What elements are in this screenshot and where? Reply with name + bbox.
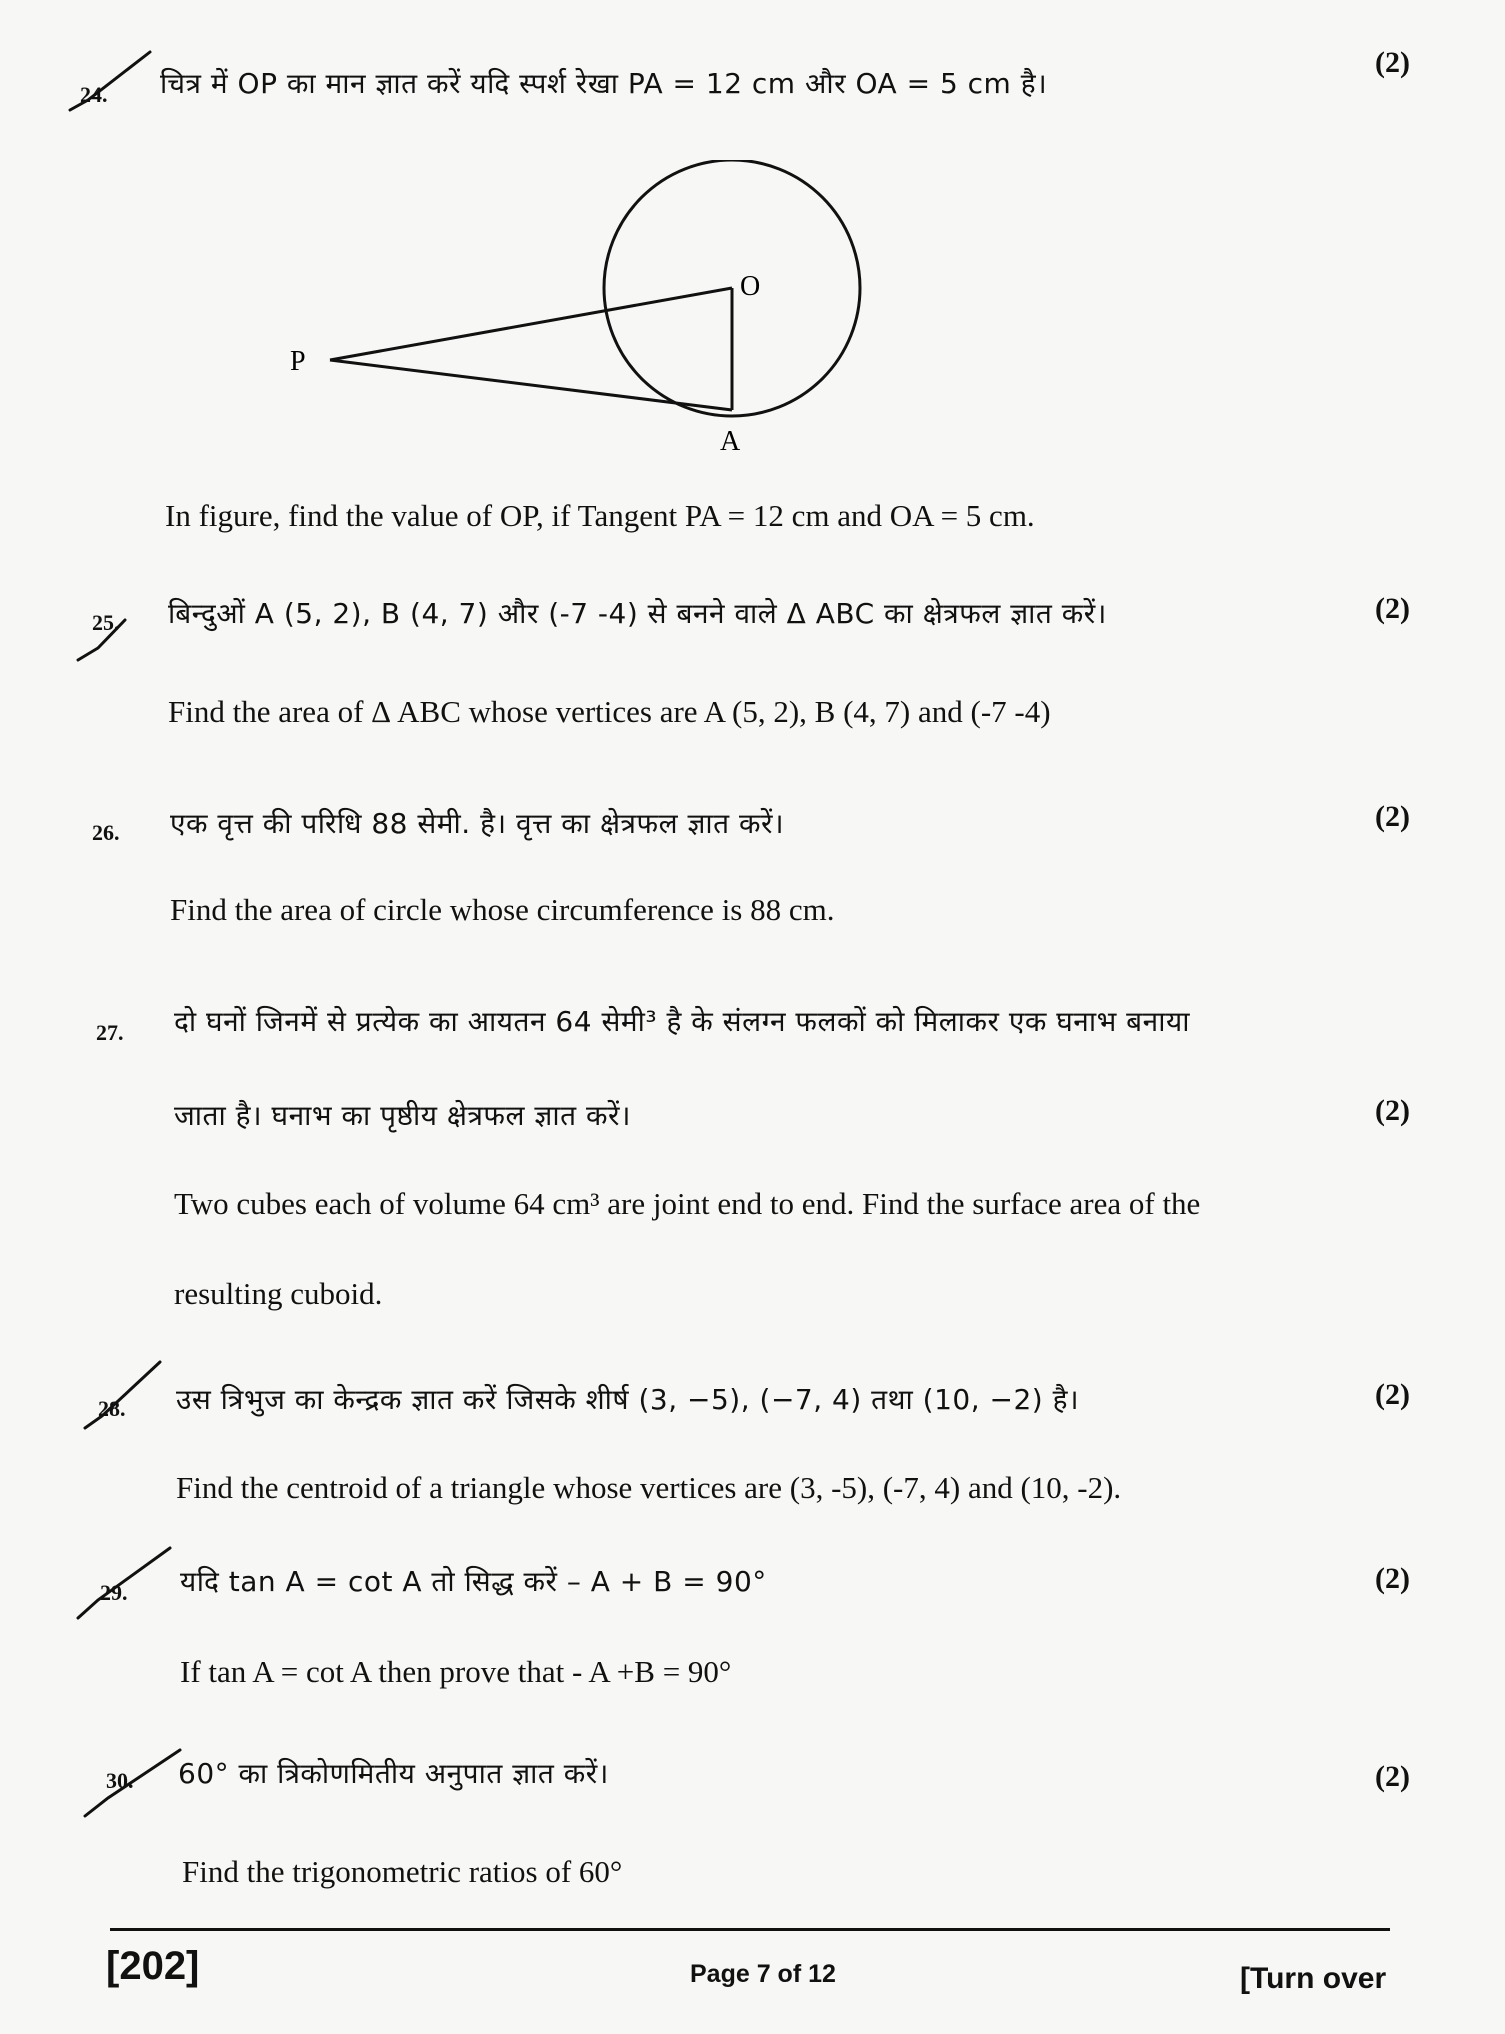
question-text-hindi: 60° का त्रिकोणमितीय अनुपात ज्ञात करें। [178, 1757, 609, 1790]
label-o: O [740, 271, 761, 302]
marks: (2) [1375, 1760, 1410, 1793]
tick-mark-icon [85, 1362, 160, 1428]
question-number: 25. [92, 610, 120, 635]
marks: (2) [1375, 800, 1410, 833]
paper-code: [202] [106, 1944, 200, 1988]
question-text-english: Find the trigonometric ratios of 60° [182, 1854, 623, 1889]
question-text-english: If tan A = cot A then prove that - A +B = 90° [180, 1654, 732, 1689]
question-text-hindi: यदि tan A = cot A तो सिद्ध करें – A + B = 90° [180, 1565, 767, 1598]
label-a: A [720, 426, 741, 457]
question-text-hindi: उस त्रिभुज का केन्द्रक ज्ञात करें जिसके शीर्ष (3, −5), (−7, 4) तथा (10, −2) है। [176, 1383, 1080, 1416]
marks: (2) [1375, 592, 1410, 625]
marks: (2) [1375, 1378, 1410, 1411]
marks: (2) [1375, 46, 1410, 79]
question-number: 29. [100, 1580, 128, 1605]
tick-mark-icon [85, 1750, 180, 1816]
tick-mark-icon [78, 1548, 170, 1618]
question-text-english-line-2: resulting cuboid. [174, 1276, 383, 1311]
question-text-hindi: चित्र में OP का मान ज्ञात करें यदि स्पर्श रेखा PA = 12 cm और OA = 5 cm है। [160, 67, 1048, 100]
question-text-english-line-1: Two cubes each of volume 64 cm³ are joint end to end. Find the surface area of the [174, 1186, 1201, 1221]
tick-mark-icon [78, 620, 125, 660]
question-number: 28. [98, 1396, 126, 1421]
turn-over: [Turn over [1240, 1962, 1387, 1995]
question-text-english: Find the area of Δ ABC whose vertices are A (5, 2), B (4, 7) and (-7 -4) [168, 694, 1051, 729]
marks: (2) [1375, 1562, 1410, 1595]
marks: (2) [1375, 1094, 1410, 1127]
label-p: P [290, 346, 306, 377]
question-text-hindi: बिन्दुओं A (5, 2), B (4, 7) और (-7 -4) से बनने वाले Δ ABC का क्षेत्रफल ज्ञात करें। [168, 597, 1107, 630]
question-text-hindi: एक वृत्त की परिधि 88 सेमी. है। वृत्त का क्षेत्रफल ज्ञात करें। [170, 807, 785, 840]
tick-mark-icon [70, 52, 150, 110]
question-number: 30. [106, 1768, 134, 1793]
question-number: 27. [96, 1020, 124, 1045]
question-number: 24. [80, 82, 108, 107]
footer-divider [110, 1928, 1390, 1931]
question-text-hindi-line-2: जाता है। घनाभ का पृष्ठीय क्षेत्रफल ज्ञात करें। [174, 1099, 632, 1132]
page-number: Page 7 of 12 [690, 1960, 836, 1988]
question-text-english: In figure, find the value of OP, if Tangent PA = 12 cm and OA = 5 cm. [165, 498, 1035, 533]
question-text-hindi-line-1: दो घनों जिनमें से प्रत्येक का आयतन 64 सेमी³ है के संलग्न फलकों को मिलाकर एक घनाभ बनाया [174, 1005, 1190, 1038]
question-text-english: Find the centroid of a triangle whose vertices are (3, -5), (-7, 4) and (10, -2). [176, 1470, 1122, 1505]
question-number: 26. [92, 820, 120, 845]
question-text-english: Find the area of circle whose circumference is 88 cm. [170, 892, 835, 927]
